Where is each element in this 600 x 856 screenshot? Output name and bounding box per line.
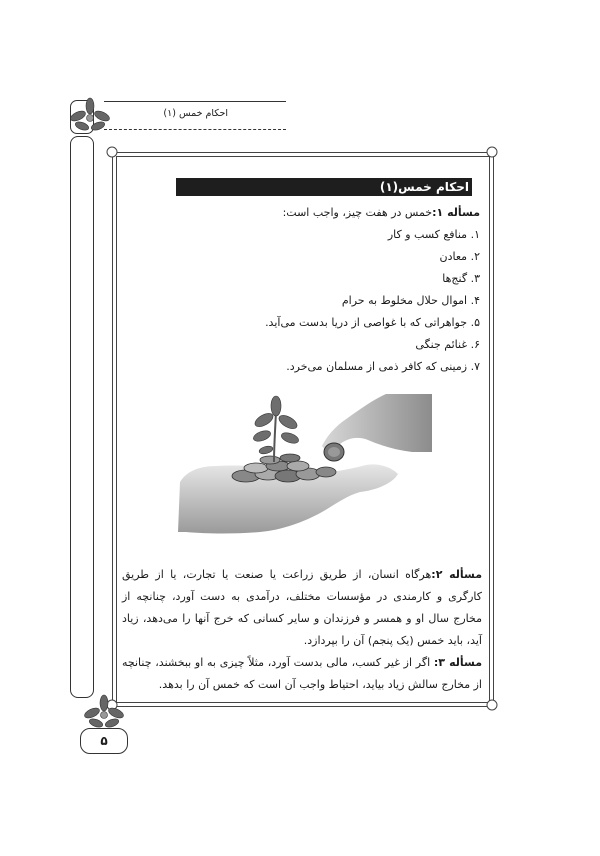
list-item: ۶. غنائم جنگی [415,338,480,351]
list-item: ۷. زمینی که کافر ذمی از مسلمان می‌خرد. [286,360,480,373]
list-item: ۳. گنج‌ها [442,272,480,285]
footer-leaf-ornament-icon [82,694,126,732]
masale-1-intro [283,206,480,219]
list-item: ۵. جواهراتی که با غواصی از دریا بدست می‌آید. [265,316,480,329]
running-header-title: احکام خمس (۱) [163,108,228,119]
list-item: ۱. منافع کسب و کار [387,228,480,241]
hand-coins-plant-icon [176,392,432,542]
header-dashed-rule [104,129,286,130]
masale-2-label: مسأله ۲: [431,568,483,581]
list-item: ۴. اموال حلال مخلوط به حرام [341,294,480,307]
masale-3 [122,652,482,696]
section-title-bar [176,178,472,196]
masale-3-label: مسأله ۳: [433,656,483,669]
page-spine [70,136,94,698]
section-title: احکام خمس(۱) [379,180,469,194]
masale-1-text: خمس در هفت چیز، واجب است: [282,206,433,219]
page-number: ۵ [80,728,128,754]
masale-1-label: مسأله ۱: [432,206,480,219]
list-item: ۲. معادن [439,250,480,263]
masale-2 [122,564,482,652]
masale-3-text: اگر از غیر کسب، مالی بدست آورد، مثلاً چیزی به او ببخشند، چنانچه از مخارج سالش زیاد بیاید، احتیاط واجب آن است که خمس آن را بدهد. [122,656,482,691]
masale-2-text: هرگاه انسان، از طریق زراعت یا صنعت یا تجارت، یا از طریق کارگری و کارمندی در مؤسسات مختلف، درآمدی به دست آورد، چنانچه از مخارج سال او و همسر و فرزندان و سایر کسانی که خرج آنها را می‌دهد، زیاد آید، باید خمس (یک پنجم) آن را بپردازد. [122,568,482,647]
header-rule [104,101,286,102]
